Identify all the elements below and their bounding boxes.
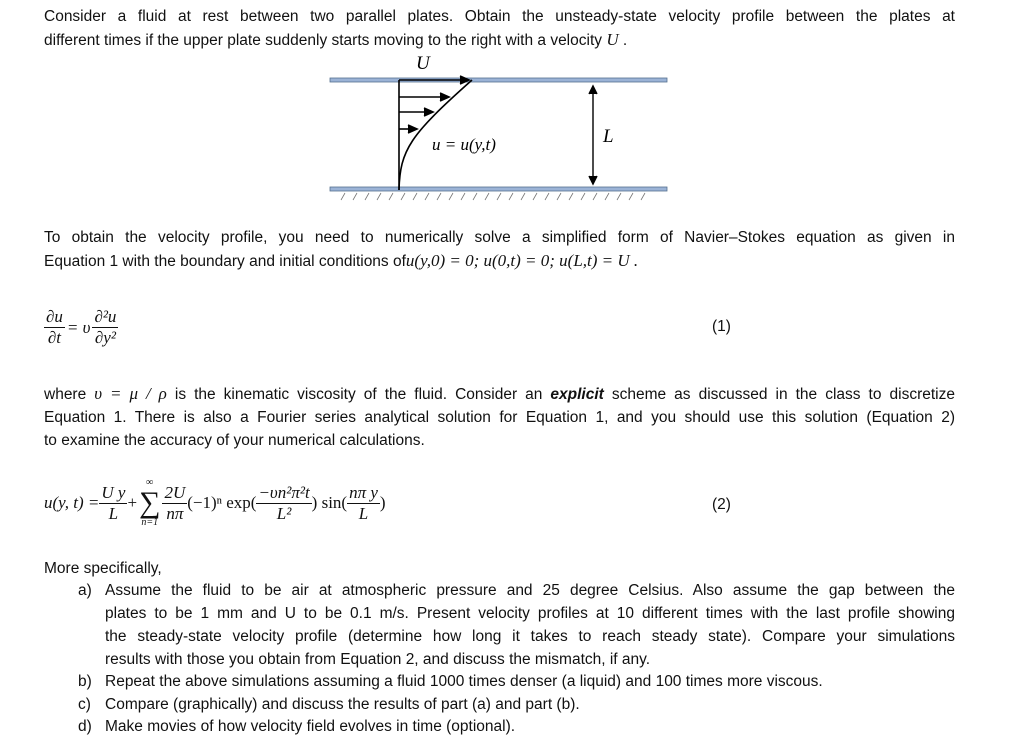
eq1-equals: = υ: [66, 317, 91, 337]
item-a-line: the steady-state velocity profile (determine how long it takes to reach steady state). Compare your simulations: [105, 628, 955, 645]
eq1-rhs-denominator: ∂y²: [94, 328, 116, 347]
eq2-plus: +: [127, 493, 138, 512]
profile-label: u = u(y,t): [432, 135, 496, 154]
item-c-label: c): [78, 696, 91, 713]
gap-arrow: [589, 86, 597, 184]
plate-flow-diagram: [320, 50, 680, 210]
intro-text: different times if the upper plate suddenly starts moving to the right with a velocity: [44, 32, 602, 49]
eq1-number: (1): [712, 318, 731, 335]
eq2-frac-num: nπ y: [349, 482, 378, 502]
eq1-rhs-numerator: ∂²u: [94, 307, 117, 326]
eq2-sin: ) sin(: [311, 493, 348, 512]
eq2-frac-num: 2U: [164, 482, 186, 502]
lower-plate: [330, 187, 667, 191]
eq2-frac-den: nπ: [166, 503, 184, 523]
eq2-frac-num: −υn²π²t: [258, 482, 310, 502]
eq2-frac-den: L: [358, 503, 369, 523]
velocity-profile: [399, 76, 472, 190]
para3-text: is the kinematic viscosity of the fluid. Consider an: [174, 386, 543, 403]
item-c-line: Compare (graphically) and discuss the results of part (a) and part (b).: [105, 696, 580, 713]
eq1-lhs-denominator: ∂t: [47, 328, 62, 347]
eq2-number: (2): [712, 496, 731, 513]
item-d-line: Make movies of how velocity field evolves in time (optional).: [105, 718, 516, 735]
intro-line-2: different times if the upper plate suddenly starts moving to the right with a velocity U .: [44, 30, 628, 49]
eq1-lhs-numerator: ∂u: [46, 307, 63, 326]
sum-upper: ∞: [146, 477, 154, 488]
gap-label: L: [603, 126, 614, 147]
intro-line-1: Consider a fluid at rest between two parallel plates. Obtain the unsteady-state velocity profile between the plates at: [44, 8, 955, 25]
para3-text: where: [44, 386, 87, 403]
eq2-exp: (−1)ⁿ exp(: [187, 493, 257, 512]
explicit-emphasis: explicit: [550, 386, 604, 403]
para2-text: Equation 1 with the boundary and initial conditions of: [44, 253, 406, 270]
eq2-frac-num: U y: [101, 482, 126, 502]
item-d-label: d): [78, 718, 92, 735]
ground-hatching: [341, 193, 645, 200]
item-a-line: plates to be 1 mm and U to be 0.1 m/s. Present velocity profiles at 10 different times with the last profile showing: [105, 605, 955, 622]
boundary-conditions: u(y,0) = 0; u(0,t) = 0; u(L,t) = U .: [405, 251, 639, 270]
viscosity-definition: υ = μ / ρ: [94, 384, 167, 403]
eq2-close: ): [379, 493, 386, 512]
para3-line-1: [44, 384, 955, 405]
velocity-symbol: U: [606, 30, 619, 49]
item-b-line: Repeat the above simulations assuming a fluid 1000 times denser (a liquid) and 100 times more viscous.: [105, 673, 823, 690]
item-b-label: b): [78, 673, 92, 690]
summation: [139, 478, 160, 528]
equation-2: [44, 478, 386, 528]
para3-line-2: Equation 1. There is also a Fourier series analytical solution for Equation 1, and you should use this solution (Equation 2): [44, 409, 955, 426]
eq2-lhs: u(y, t) =: [44, 493, 100, 512]
upper-plate: [330, 78, 667, 82]
para2-line-1: To obtain the velocity profile, you need to numerically solve a simplified form of Navier–Stokes equation as given in: [44, 229, 955, 246]
para3-text: scheme as discussed in the class to discretize: [611, 386, 955, 403]
sum-sign: ∑: [139, 486, 161, 519]
more-specifically: More specifically,: [44, 560, 162, 577]
sum-lower: n=1: [141, 517, 159, 528]
diagram-u-label: U: [416, 53, 430, 74]
item-a-line: results with those you obtain from Equation 2, and discuss the mismatch, if any.: [105, 651, 651, 668]
eq2-frac-den: L²: [276, 503, 292, 523]
eq2-frac-den: L: [108, 503, 119, 523]
item-a-line: Assume the fluid to be air at atmospheric pressure and 25 degree Celsius. Also assume the gap between the: [105, 582, 955, 599]
para3-line-3: to examine the accuracy of your numerical calculations.: [44, 432, 425, 449]
equation-1: [44, 307, 118, 348]
item-a-label: a): [78, 582, 92, 599]
para2-line-2: [44, 251, 955, 272]
